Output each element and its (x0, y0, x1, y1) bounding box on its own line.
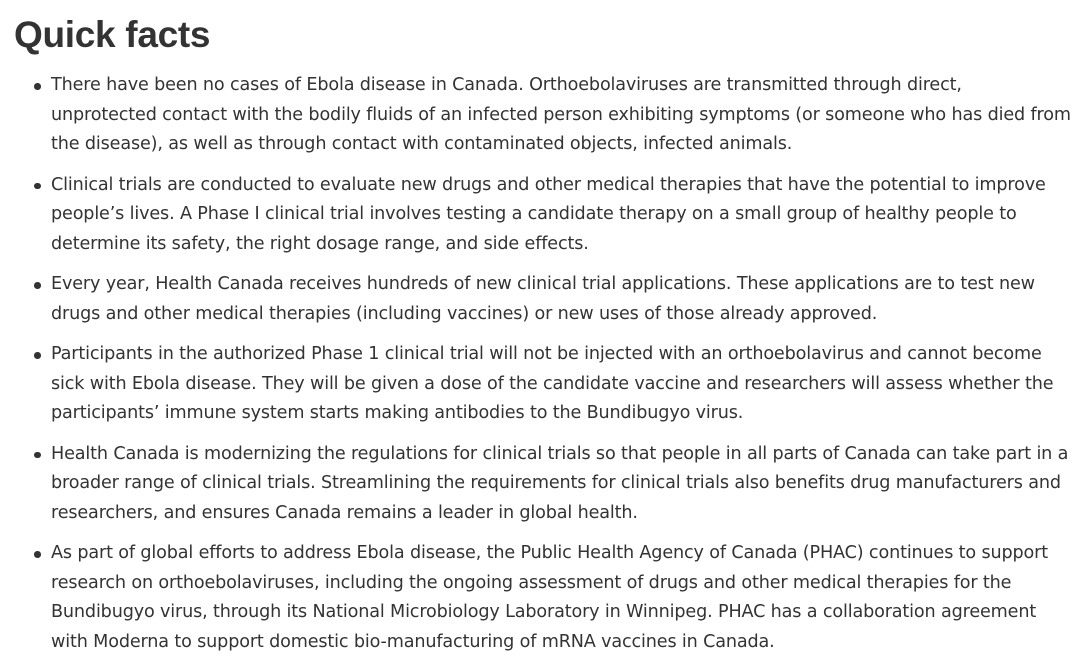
list-item (14, 539, 1080, 657)
bullet-icon (34, 551, 41, 558)
fact-text: Participants in the authorized Phase 1 clinical trial will not be injected with an orthoebolavirus and cannot become sick with Ebola disease. They will be given a dose of the candidate vaccine and researchers will assess whether the participants’ immune system starts making antibodies to the Bundibugyo virus. (51, 344, 1054, 423)
section-title: Quick facts (14, 14, 211, 55)
list-item (14, 340, 1080, 429)
bullet-icon (34, 452, 41, 459)
fact-text: Every year, Health Canada receives hundreds of new clinical trial applications. These applications are to test new drugs and other medical therapies (including vaccines) or new uses of those already approved. (51, 274, 1035, 324)
bullet-icon (34, 183, 41, 190)
fact-text: Health Canada is modernizing the regulations for clinical trials so that people in all parts of Canada can take part in a broader range of clinical trials. Streamlining the requirements for clinical trials also benefits drug manufacturers and researchers, and ensures Canada remains a leader in global health. (51, 443, 1069, 523)
bullet-icon (34, 282, 41, 289)
list-item (14, 71, 1080, 160)
fact-text: There have been no cases of Ebola disease in Canada. Orthoebolaviruses are transmitted through direct, unprotected contact with the bodily fluids of an infected person exhibiting symptoms (or someone who has died from the disease), as well as through contact with contaminated objects, infected animals. (51, 75, 1071, 154)
fact-text: As part of global efforts to address Ebola disease, the Public Health Agency of Canada (PHAC) continues to support research on orthoebolaviruses, including the ongoing assessment of drugs and other medical therapies for the Bundibugyo virus, through its National Microbiology Laboratory in Winnipeg. PHAC has a collaboration agreement with Moderna to support domestic bio-manufacturing of mRNA vaccines in Canada. (51, 543, 1048, 652)
bullet-icon (34, 83, 41, 90)
facts-list (14, 71, 1080, 657)
list-item (14, 440, 1080, 529)
bullet-icon (34, 352, 41, 359)
list-item (14, 270, 1080, 329)
fact-text: Clinical trials are conducted to evaluate new drugs and other medical therapies that have the potential to improve people’s lives. A Phase I clinical trial involves testing a candidate therapy on a small group of healthy people to determine its safety, the right dosage range, and side effects. (51, 174, 1046, 254)
list-item (14, 171, 1080, 260)
